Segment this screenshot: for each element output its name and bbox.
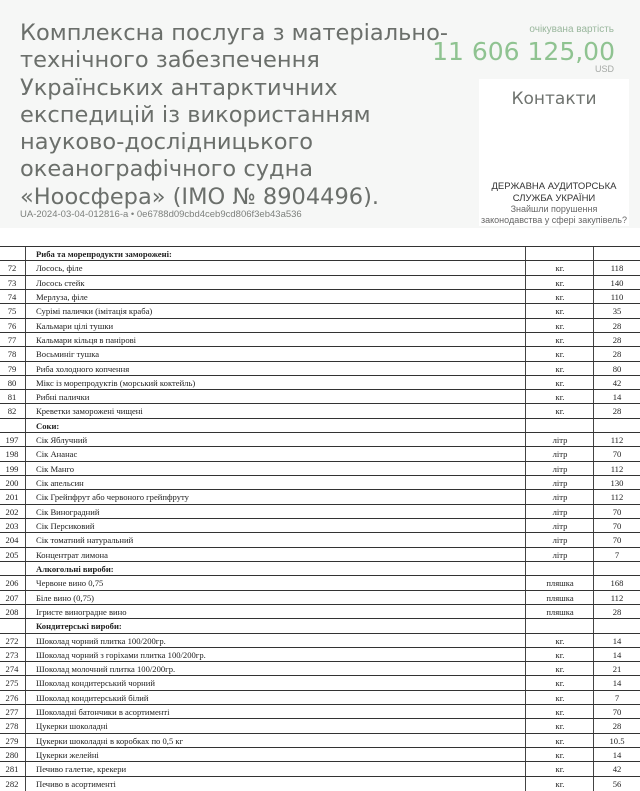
table-row (0, 733, 640, 748)
item-quantity: 112 (610, 492, 624, 503)
table-row (0, 647, 640, 662)
item-quantity: 70 (612, 707, 622, 718)
column-divider (25, 462, 26, 476)
table-row (0, 604, 640, 619)
item-quantity: 21 (612, 664, 622, 675)
item-name: Печиво галетне, крекери (36, 764, 127, 775)
column-divider (25, 648, 26, 662)
column-divider (25, 376, 26, 390)
item-name: Сік апельсин (36, 478, 84, 489)
item-quantity: 70 (612, 449, 622, 460)
item-number: 277 (5, 707, 19, 718)
item-quantity: 7 (614, 692, 620, 703)
column-divider (25, 276, 26, 290)
item-quantity: 14 (612, 678, 622, 689)
item-unit: кг. (555, 306, 565, 317)
item-name: Ігристе виноградне вино (36, 606, 127, 617)
item-name: Сік Манго (36, 463, 75, 474)
column-divider (525, 619, 526, 633)
item-name: Алкогольні вироби: (36, 563, 114, 574)
column-divider (25, 304, 26, 318)
item-unit: літр (552, 535, 568, 546)
column-divider (25, 748, 26, 762)
tender-title: Комплексна послуга з матеріально-технічного забезпечення Українських антарктичних експедицій із використанням науково-дослідницького океанографічного судна «Ноосфера» (IMO № 8904496). (20, 20, 448, 210)
report-violation-link[interactable]: Знайшли порушення законодавства у сфері закупівель? (481, 204, 627, 225)
item-name: Сік Ананас (36, 449, 78, 460)
currency: USD (594, 64, 614, 74)
item-name: Шоколад молочний плитка 100/200гр. (36, 664, 176, 675)
item-number: 197 (5, 435, 19, 446)
item-quantity: 42 (612, 377, 622, 388)
table-row (0, 303, 640, 318)
table-section-header (0, 561, 640, 576)
item-name: Сік Яблучний (36, 435, 88, 446)
item-number: 205 (5, 549, 19, 560)
column-divider (525, 748, 526, 762)
item-quantity: 28 (612, 721, 622, 732)
table-row (0, 346, 640, 361)
item-quantity: 14 (612, 750, 622, 761)
item-name: Мерлуза, філе (36, 291, 88, 302)
table-row (0, 260, 640, 275)
column-divider (525, 762, 526, 776)
item-quantity: 70 (612, 506, 622, 517)
item-number: 202 (5, 506, 19, 517)
column-divider (525, 505, 526, 519)
table-row (0, 532, 640, 547)
table-row (0, 475, 640, 490)
column-divider (525, 605, 526, 619)
table-row (0, 590, 640, 605)
column-divider (525, 548, 526, 562)
item-unit: кг. (555, 750, 565, 761)
item-number: 80 (7, 377, 17, 388)
audit-service-name: ДЕРЖАВНА АУДИТОРСЬКА СЛУЖБА УКРАЇНИ (491, 181, 617, 204)
item-name: Лосось стейк (36, 277, 85, 288)
column-divider (525, 376, 526, 390)
item-name: Цукерки шоколадні (36, 721, 108, 732)
item-name: Мікс із морепродуктів (морський коктейль) (36, 377, 196, 388)
table-row (0, 318, 640, 333)
column-divider (25, 576, 26, 590)
item-quantity: 28 (612, 320, 622, 331)
item-name: Рибні палички (36, 392, 90, 403)
table-row (0, 332, 640, 347)
column-divider (25, 562, 26, 576)
item-name: Сік Виноградний (36, 506, 100, 517)
item-quantity: 118 (610, 263, 624, 274)
item-unit: літр (552, 521, 568, 531)
table-row (0, 704, 640, 719)
item-quantity: 112 (610, 463, 624, 474)
item-name: Риба та морепродукти заморожені: (36, 249, 172, 259)
column-divider (25, 290, 26, 304)
column-divider (525, 634, 526, 648)
table-section-header (0, 246, 640, 261)
table-row (0, 718, 640, 733)
item-number: 198 (5, 449, 19, 460)
column-divider (593, 247, 594, 261)
item-number: 74 (7, 291, 17, 302)
table-section-header (0, 418, 640, 433)
item-number: 208 (5, 606, 19, 617)
item-unit: кг. (555, 635, 565, 646)
item-quantity: 28 (612, 349, 622, 360)
contacts-panel (479, 79, 629, 226)
table-row (0, 675, 640, 690)
item-unit: кг. (555, 291, 565, 302)
item-number: 275 (5, 678, 19, 689)
item-unit: літр (552, 492, 568, 503)
column-divider (525, 648, 526, 662)
item-number: 77 (7, 334, 17, 345)
item-unit: кг. (555, 649, 565, 660)
item-unit: кг. (555, 678, 565, 689)
column-divider (25, 433, 26, 447)
table-row (0, 504, 640, 519)
item-unit: літр (552, 549, 568, 560)
item-name: Цукерки шоколадні в коробках по 0,5 кг (36, 735, 184, 746)
item-number: 82 (7, 406, 17, 417)
column-divider (525, 734, 526, 748)
column-divider (525, 447, 526, 461)
item-quantity: 14 (612, 649, 622, 660)
column-divider (25, 261, 26, 275)
column-divider (525, 390, 526, 404)
item-name: Кальмари цілі тушки (36, 320, 114, 331)
column-divider (25, 533, 26, 547)
item-number: 79 (7, 363, 17, 374)
column-divider (25, 404, 26, 418)
column-divider (25, 634, 26, 648)
column-divider (25, 548, 26, 562)
item-name: Восьминіг тушка (36, 349, 100, 360)
item-quantity: 7 (614, 549, 620, 560)
price-caption: очікувана вартість (529, 24, 614, 35)
column-divider (25, 734, 26, 748)
item-name: Сурімі палички (імітація краба) (36, 306, 153, 317)
table-section-header (0, 618, 640, 633)
item-quantity: 14 (612, 635, 622, 646)
contacts-title[interactable]: Контакти (511, 89, 597, 109)
item-quantity: 168 (610, 578, 624, 589)
column-divider (525, 476, 526, 490)
item-name: Сік томатний натуральний (36, 535, 134, 546)
item-number: 276 (5, 692, 19, 703)
tender-id[interactable]: UA-2024-03-04-012816-a • 0e6788d09cbd4ceb9cd806f3eb43a536 (20, 209, 302, 220)
item-number: 273 (5, 649, 19, 660)
column-divider (525, 333, 526, 347)
item-quantity: 28 (612, 606, 622, 617)
column-divider (525, 290, 526, 304)
item-unit: кг. (555, 707, 565, 718)
item-unit: пляшка (546, 606, 574, 617)
table-row (0, 403, 640, 418)
item-unit: кг. (555, 664, 565, 675)
column-divider (593, 562, 594, 576)
item-quantity: 110 (610, 291, 624, 302)
item-unit: кг. (555, 778, 565, 789)
column-divider (525, 519, 526, 533)
item-quantity: 130 (610, 478, 624, 489)
column-divider (593, 419, 594, 433)
column-divider (25, 619, 26, 633)
column-divider (525, 319, 526, 333)
item-number: 278 (5, 721, 19, 732)
column-divider (25, 390, 26, 404)
column-divider (25, 476, 26, 490)
column-divider (525, 404, 526, 418)
item-name: Соки: (36, 420, 60, 431)
item-number: 274 (5, 664, 19, 675)
column-divider (25, 519, 26, 533)
item-name: Риба холодного копчення (36, 363, 130, 374)
item-quantity: 28 (612, 406, 622, 417)
column-divider (25, 662, 26, 676)
item-unit: кг. (555, 392, 565, 403)
table-row (0, 633, 640, 648)
item-unit: літр (552, 435, 568, 446)
item-unit: кг. (555, 406, 565, 417)
tender-header (0, 0, 640, 228)
column-divider (525, 562, 526, 576)
column-divider (25, 691, 26, 705)
item-number: 201 (5, 492, 19, 503)
item-quantity: 140 (610, 277, 624, 288)
item-name: Шоколад кондитерський білий (36, 692, 149, 703)
item-unit: кг. (555, 692, 565, 703)
column-divider (525, 591, 526, 605)
column-divider (25, 762, 26, 776)
item-number: 78 (7, 349, 17, 360)
column-divider (525, 705, 526, 719)
table-row (0, 575, 640, 590)
column-divider (525, 247, 526, 261)
column-divider (25, 777, 26, 791)
column-divider (525, 362, 526, 376)
item-name: Сік Грейпфрут або червоного грейпфруту (36, 492, 189, 503)
item-unit: пляшка (546, 578, 574, 589)
item-quantity: 10.5 (609, 735, 625, 746)
table-row (0, 375, 640, 390)
column-divider (525, 490, 526, 504)
item-number: 200 (5, 478, 19, 489)
column-divider (25, 719, 26, 733)
column-divider (25, 419, 26, 433)
item-name: Сік Персиковий (36, 521, 95, 531)
table-row (0, 461, 640, 476)
column-divider (525, 347, 526, 361)
item-number: 279 (5, 735, 19, 746)
table-row (0, 275, 640, 290)
column-divider (25, 605, 26, 619)
item-number: 281 (5, 764, 19, 775)
table-row (0, 389, 640, 404)
item-unit: кг. (555, 764, 565, 775)
table-row (0, 761, 640, 776)
item-name: Концентрат лимона (36, 549, 108, 560)
column-divider (25, 447, 26, 461)
table-row (0, 661, 640, 676)
table-row (0, 446, 640, 461)
column-divider (525, 533, 526, 547)
column-divider (525, 462, 526, 476)
item-quantity: 14 (612, 392, 622, 403)
item-number: 203 (5, 521, 19, 531)
item-unit: літр (552, 478, 568, 489)
item-name: Біле вино (0,75) (36, 592, 95, 603)
item-number: 75 (7, 306, 17, 317)
column-divider (525, 676, 526, 690)
table-row (0, 489, 640, 504)
column-divider (525, 261, 526, 275)
column-divider (25, 705, 26, 719)
column-divider (25, 591, 26, 605)
items-table (0, 246, 640, 790)
item-quantity: 70 (612, 521, 622, 531)
item-number: 199 (5, 463, 19, 474)
item-number: 282 (5, 778, 19, 789)
column-divider (525, 304, 526, 318)
column-divider (525, 576, 526, 590)
item-unit: літр (552, 463, 568, 474)
item-quantity: 80 (612, 363, 622, 374)
item-name: Шоколад кондитерський чорний (36, 678, 155, 689)
item-number: 272 (5, 635, 19, 646)
table-row (0, 361, 640, 376)
column-divider (525, 691, 526, 705)
item-name: Кондитерські вироби: (36, 621, 122, 632)
column-divider (525, 777, 526, 791)
item-quantity: 35 (612, 306, 622, 317)
item-quantity: 112 (610, 592, 624, 603)
item-unit: кг. (555, 349, 565, 360)
item-name: Цукерки желейні (36, 750, 99, 761)
item-unit: кг. (555, 363, 565, 374)
item-unit: кг. (555, 320, 565, 331)
item-number: 204 (5, 535, 19, 546)
item-number: 76 (7, 320, 17, 331)
item-number: 280 (5, 750, 19, 761)
column-divider (593, 619, 594, 633)
column-divider (25, 319, 26, 333)
item-number: 72 (7, 263, 17, 274)
column-divider (25, 247, 26, 261)
item-quantity: 112 (610, 435, 624, 446)
item-name: Шоколад чорний з горіхами плитка 100/200гр. (36, 649, 206, 660)
item-unit: кг. (555, 735, 565, 746)
table-row (0, 547, 640, 562)
item-name: Червоне вино 0,75 (36, 578, 104, 589)
item-name: Креветки заморожені чищені (36, 406, 143, 417)
table-row (0, 690, 640, 705)
column-divider (25, 505, 26, 519)
item-quantity: 70 (612, 535, 622, 546)
table-row (0, 776, 640, 791)
item-unit: літр (552, 506, 568, 517)
item-unit: кг. (555, 334, 565, 345)
item-number: 81 (7, 392, 17, 403)
table-row (0, 289, 640, 304)
item-number: 207 (5, 592, 19, 603)
item-name: Шоколад чорний плитка 100/200гр. (36, 635, 166, 646)
item-quantity: 42 (612, 764, 622, 775)
item-unit: кг. (555, 277, 565, 288)
item-unit: кг. (555, 263, 565, 274)
expected-price: 11 606 125,00 (432, 37, 615, 66)
item-quantity: 28 (612, 334, 622, 345)
column-divider (25, 347, 26, 361)
column-divider (525, 433, 526, 447)
item-number: 73 (7, 277, 17, 288)
column-divider (525, 662, 526, 676)
item-unit: кг. (555, 377, 565, 388)
item-name: Лосось, філе (36, 263, 83, 274)
column-divider (25, 362, 26, 376)
item-unit: пляшка (546, 592, 574, 603)
column-divider (525, 276, 526, 290)
column-divider (525, 419, 526, 433)
item-unit: кг. (555, 721, 565, 732)
item-unit: літр (552, 449, 568, 460)
table-row (0, 747, 640, 762)
item-quantity: 56 (612, 778, 622, 789)
column-divider (25, 490, 26, 504)
column-divider (525, 719, 526, 733)
table-row (0, 518, 640, 533)
item-name: Шоколадні батончики в асортименті (36, 707, 170, 718)
item-name: Печиво в асортименті (36, 778, 116, 789)
column-divider (25, 676, 26, 690)
item-name: Кальмари кільця в панірові (36, 334, 137, 345)
table-row (0, 432, 640, 447)
column-divider (25, 333, 26, 347)
item-number: 206 (5, 578, 19, 589)
